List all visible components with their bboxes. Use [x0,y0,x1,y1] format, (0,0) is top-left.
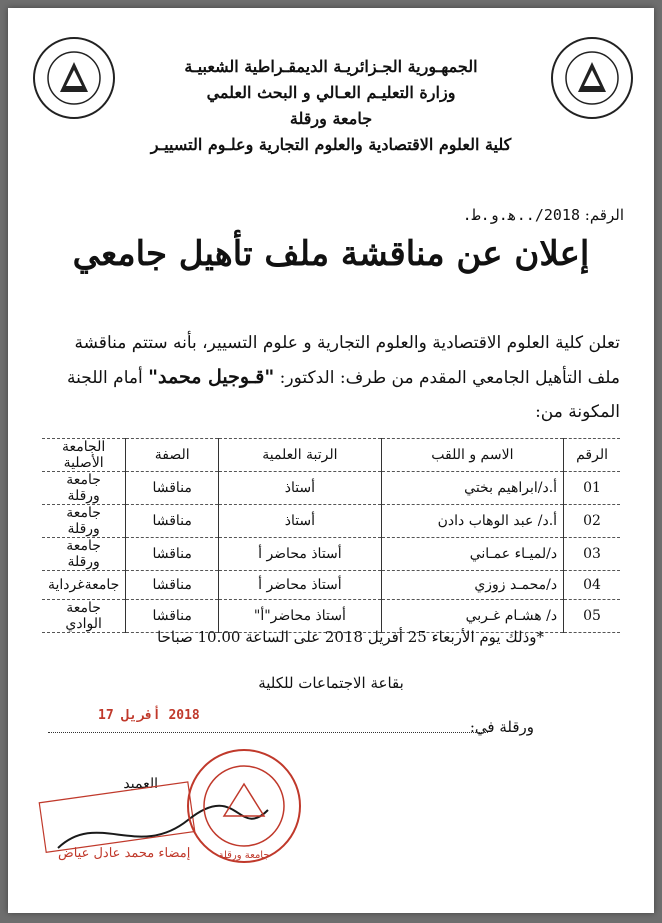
reference-label: الرقم: [584,206,624,224]
col-header-role: الصفة [126,439,219,472]
col-header-name: الاسم و اللقب [381,439,563,472]
seal-text: جامعة ورقلة [218,850,270,861]
dean-title: العميد [123,776,158,792]
republic-name: الجمهـورية الجـزائريـة الديمقـراطية الشعبيـة [184,57,478,76]
body-line-3: المكونة من: [535,402,620,422]
announcement-title: إعلان عن مناقشة ملف تأهيل جامعي [72,234,590,274]
announcement-body [42,326,620,429]
table-row: 02 أ.د/ عبد الوهاب دادن أستاذ مناقشا جامعة ورقلة [42,505,620,538]
committee-table [42,438,620,633]
letterhead [128,54,534,158]
defense-location: بقاعة الاجتماعات للكلية [258,674,404,692]
defense-time-note: *وذلك يوم الأربعاء 25 أفريل 2018 على الساعة 10.00 صباحا [157,628,544,646]
body-line-1: تعلن كلية العلوم الاقتصادية والعلوم التجارية و علوم التسيير، بأنه ستتم مناقشة [74,333,620,353]
official-seal [184,746,304,866]
table-header-row [42,439,620,472]
faculty-name: كلية العلوم الاقتصادية والعلوم التجارية وعلـوم التسييـر [150,135,512,154]
col-header-university: الجامعة الأصلية [42,439,126,472]
table-row: 01 أ.د/ابراهيم بختي أستاذ مناقشا جامعة ورقلة [42,472,620,505]
reference-value: 2018/..ﻫ.ﻭ.ﻁ. [462,206,580,224]
ministry-name: وزارة التعليـم العـالي و البحث العلمي [206,83,456,102]
university-logo-right [550,36,634,120]
col-header-number: الرقم [564,439,620,472]
university-name: جامعة ورقلة [289,109,373,128]
signoff-date-label: ورقلة في: [469,718,534,736]
reference-number [463,206,624,224]
body-line-2: ملف التأهيل الجامعي المقدم من طرف: الدكتور: "قـوجيل محمد" أمام اللجنة [67,366,620,388]
table-row: 04 د/محمـد زوزي أستاذ محاضر أ مناقشا جامعةغرداية [42,571,620,600]
table-row: 03 د/لميـاء عمـاني أستاذ محاضر أ مناقشا جامعة ورقلة [42,538,620,571]
document-page [8,8,654,913]
date-stamp: 2018 أفريل 17 [98,708,200,723]
table-row: 05 د/ هشـام غـربي أستاذ محاضر"أ" مناقشا جامعة الوادي [42,600,620,633]
col-header-rank: الرتبة العلمية [219,439,382,472]
university-logo-left [32,36,116,120]
dean-signature: إمضاء محمد عادل عياض [58,846,191,861]
date-dotted-line [48,732,488,733]
doctor-name: "قـوجيل محمد" [148,366,275,388]
